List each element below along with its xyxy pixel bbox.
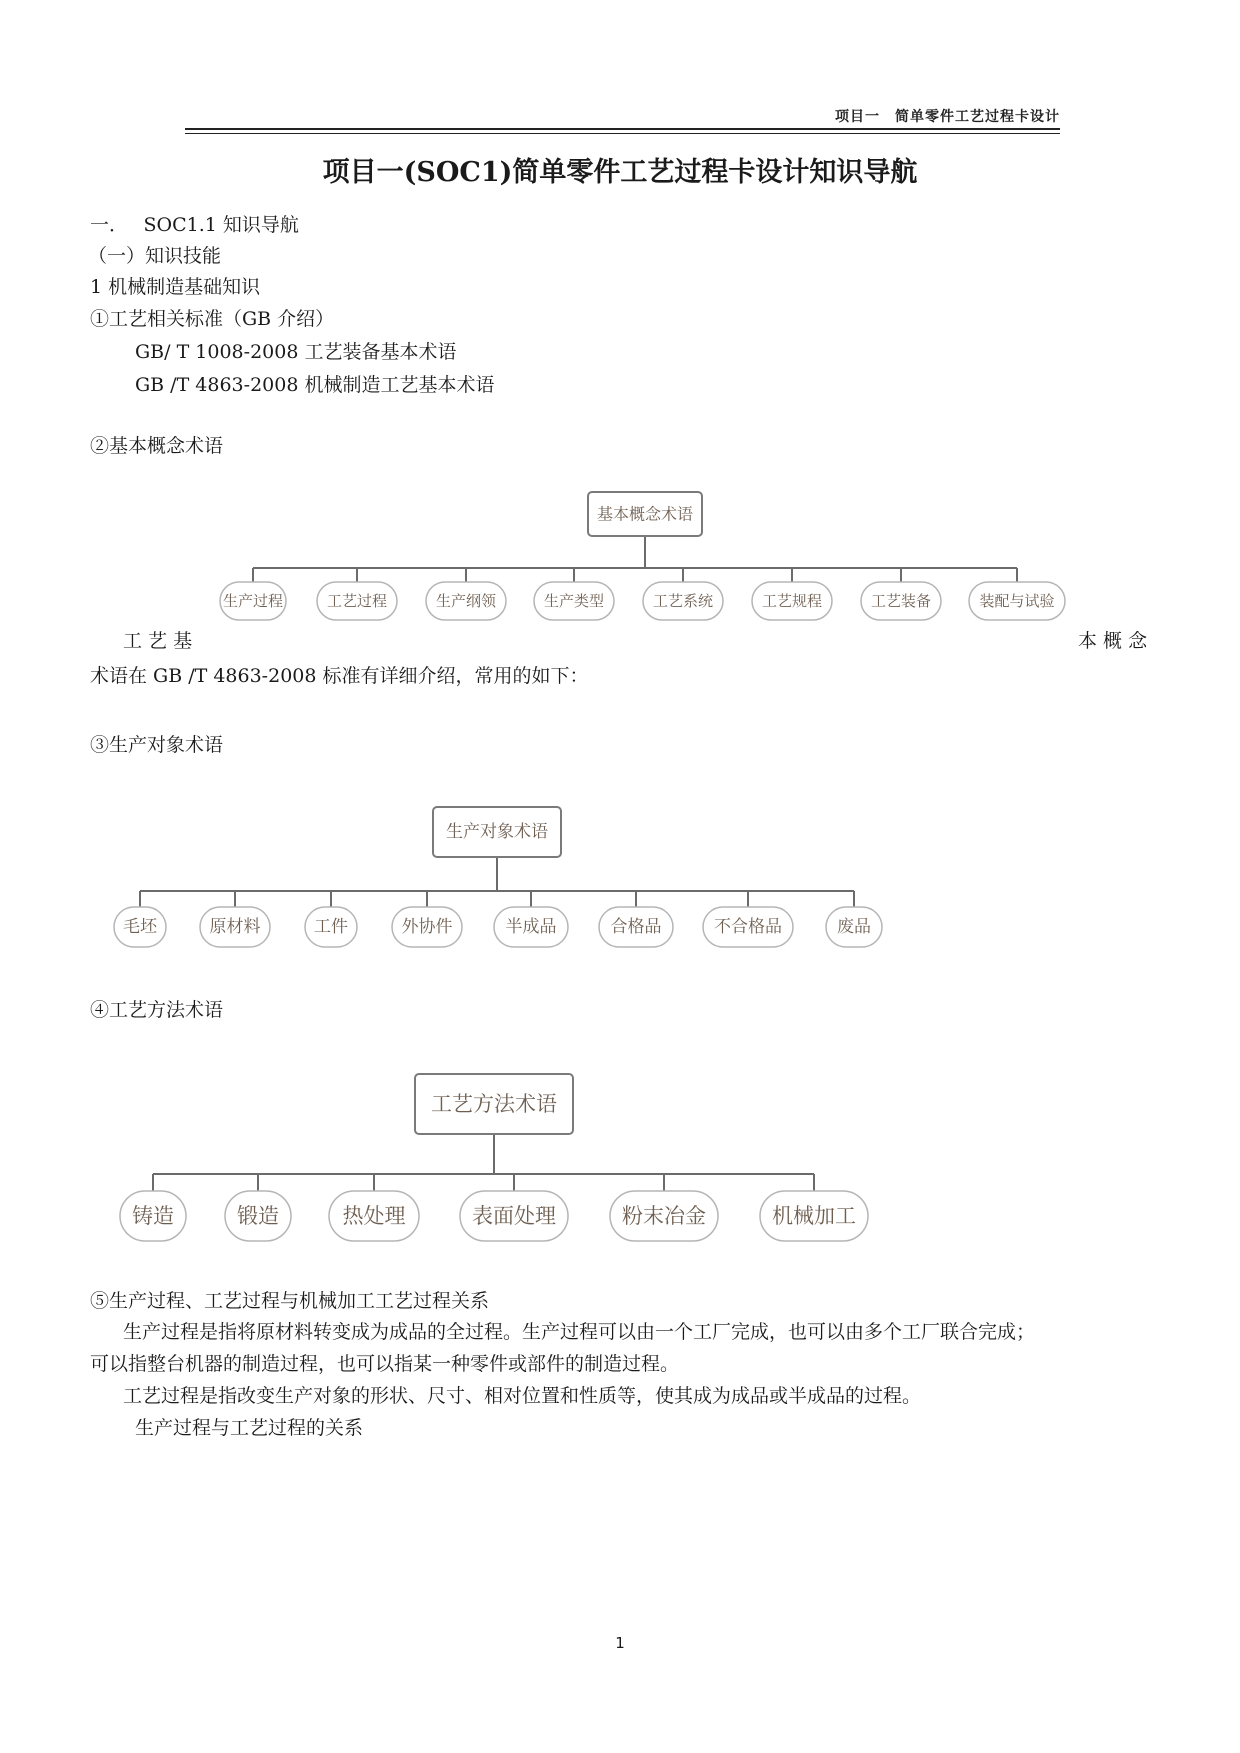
tree-child-label: 工艺规程 <box>761 592 823 610</box>
tree-child-node <box>826 907 882 947</box>
tree-root-node <box>588 492 702 536</box>
tree-child-label: 废品 <box>837 917 871 937</box>
running-header: 项目一 简单零件工艺过程卡设计 <box>835 109 1060 125</box>
tree-child-node <box>225 1191 291 1241</box>
tree-child-node <box>220 582 286 620</box>
tree-child-node <box>760 1191 868 1241</box>
tree-child-label: 毛坯 <box>123 917 157 937</box>
tree-child-label: 不合格品 <box>714 917 782 937</box>
tree-child-label: 热处理 <box>342 1204 406 1228</box>
header-rule <box>185 128 1060 130</box>
tree-child-label: 工件 <box>314 917 348 937</box>
paragraph-1-end: 本 概 念 <box>1078 630 1148 652</box>
tree-child-label: 工艺系统 <box>652 592 714 610</box>
standard-item-2: GB /T 4863-2008 机械制造工艺基本术语 <box>135 374 495 396</box>
tree-child-node <box>599 907 673 947</box>
paragraph-2-line-1: 生产过程是指将原材料转变成为成品的全过程。生产过程可以由一个工厂完成，也可以由多个工厂联合完成； <box>123 1321 1036 1343</box>
tree-diagram-process-methods <box>0 1060 1240 1250</box>
tree-root-label: 工艺方法术语 <box>431 1092 557 1116</box>
tree-child-label: 工艺装备 <box>870 592 932 610</box>
tree-child-label: 合格品 <box>610 917 662 937</box>
tree-root-node <box>415 1074 573 1134</box>
tree-child-node <box>329 1191 419 1241</box>
header-rule-thin <box>185 133 1060 134</box>
page-title: 项目一(SOC1)简单零件工艺过程卡设计知识导航 <box>322 157 918 188</box>
tree-child-label: 外协件 <box>401 917 453 937</box>
tree-child-label: 原材料 <box>209 917 261 937</box>
tree-child-node <box>610 1191 718 1241</box>
tree-child-node <box>120 1191 186 1241</box>
tree-diagram-basic-concepts <box>0 480 1240 630</box>
tree-child-node <box>703 907 793 947</box>
paragraph-4: 生产过程与工艺过程的关系 <box>135 1417 364 1439</box>
section-heading-4: ①工艺相关标准（GB 介绍） <box>90 308 335 330</box>
tree-child-node <box>969 582 1065 620</box>
tree-child-label: 生产纲领 <box>435 592 497 610</box>
tree-root-label: 基本概念术语 <box>596 504 694 524</box>
tree-child-node <box>114 907 166 947</box>
section-heading-7: ④工艺方法术语 <box>90 999 224 1021</box>
standard-item-1: GB/ T 1008-2008 工艺装备基本术语 <box>135 341 457 363</box>
section-heading-8: ⑤生产过程、工艺过程与机械加工工艺过程关系 <box>90 1290 490 1312</box>
tree-child-label: 半成品 <box>505 917 557 937</box>
tree-child-node <box>494 907 568 947</box>
tree-child-label: 机械加工 <box>772 1204 856 1228</box>
tree-child-label: 工艺过程 <box>326 592 388 610</box>
tree-child-node <box>200 907 270 947</box>
section-heading-1: 一． SOC1.1 知识导航 <box>90 214 299 236</box>
paragraph-1-continuation: 术语在 GB /T 4863-2008 标准有详细介绍，常用的如下： <box>90 665 589 687</box>
section-heading-3: 1 机械制造基础知识 <box>90 276 261 298</box>
tree-child-label: 装配与试验 <box>979 592 1055 610</box>
tree-child-node <box>861 582 941 620</box>
tree-child-node <box>317 582 397 620</box>
section-heading-5: ②基本概念术语 <box>90 435 224 457</box>
tree-child-label: 铸造 <box>132 1204 174 1228</box>
paragraph-1-start: 工 艺 基 <box>123 630 193 652</box>
section-heading-2: （一）知识技能 <box>88 245 222 267</box>
section-heading-6: ③生产对象术语 <box>90 734 224 756</box>
tree-child-node <box>392 907 462 947</box>
tree-child-label: 生产类型 <box>543 592 605 610</box>
tree-child-node <box>534 582 614 620</box>
paragraph-3: 工艺过程是指改变生产对象的形状、尺寸、相对位置和性质等，使其成为成品或半成品的过程。 <box>123 1385 922 1407</box>
tree-child-label: 粉末冶金 <box>622 1204 706 1228</box>
tree-child-label: 表面处理 <box>472 1204 556 1228</box>
tree-root-node <box>433 807 561 857</box>
paragraph-2-line-2: 可以指整台机器的制造过程，也可以指某一种零件或部件的制造过程。 <box>90 1353 680 1375</box>
page-number: 1 <box>615 1634 625 1652</box>
tree-child-node <box>426 582 506 620</box>
tree-child-label: 生产过程 <box>222 592 284 610</box>
tree-child-node <box>643 582 723 620</box>
tree-diagram-production-objects <box>0 795 1240 965</box>
tree-child-node <box>752 582 832 620</box>
tree-root-label: 生产对象术语 <box>446 822 548 842</box>
tree-child-label: 锻造 <box>237 1204 279 1228</box>
tree-child-node <box>460 1191 568 1241</box>
tree-child-node <box>305 907 357 947</box>
